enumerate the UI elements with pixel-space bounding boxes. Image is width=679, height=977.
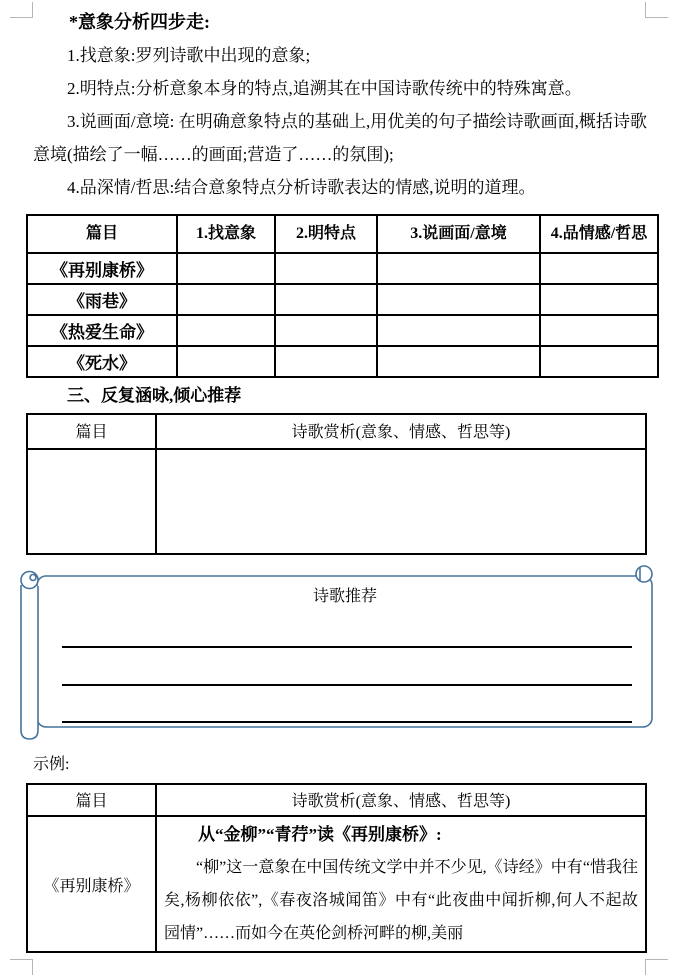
example-header-row [27, 784, 646, 816]
row-label-reaishengming: 《热爱生命》 [27, 315, 177, 346]
column-header-appreciation: 诗歌赏析(意象、情感、哲思等) [156, 414, 646, 449]
crop-mark-bottom-right [645, 959, 668, 975]
column-header-poem: 篇目 [27, 784, 156, 816]
crop-mark-bottom-left [10, 959, 33, 975]
example-table [26, 783, 647, 953]
column-header-appreciation: 诗歌赏析(意象、情感、哲思等) [156, 784, 646, 816]
scroll-banner [0, 563, 679, 748]
answer-cell[interactable] [177, 253, 275, 284]
analysis-header-row [27, 215, 658, 253]
answer-cell[interactable] [177, 315, 275, 346]
crop-mark-top-right [645, 2, 668, 18]
answer-cell[interactable] [275, 284, 377, 315]
crop-mark-top-left [10, 2, 33, 18]
answer-cell[interactable] [540, 284, 658, 315]
table-row [27, 315, 658, 346]
row-label-zaibiekangqiao: 《再别康桥》 [27, 253, 177, 284]
step-paragraph-3: 3.说画面/意境: 在明确意象特点的基础上,用优美的句子描绘诗歌画面,概括诗歌意境(描绘了一幅……的画面;营造了……的氛围); [33, 112, 647, 164]
example-content-body: “柳”这一意象在中国传统文学中并不少见,《诗经》中有“惜我往矣,杨柳依依”,《春夜洛城闻笛》中有“此夜曲中闻折柳,何人不起故园情”……而如今在英伦剑桥河畔的柳,美丽 [164, 859, 638, 942]
answer-cell[interactable] [540, 253, 658, 284]
table-row [27, 449, 646, 554]
answer-cell[interactable] [540, 315, 658, 346]
table-row [27, 253, 658, 284]
scroll-left-roll [21, 585, 38, 739]
scroll-title: 诗歌推荐 [312, 588, 377, 605]
page-title: *意象分析四步走: [69, 12, 210, 32]
answer-cell[interactable] [275, 315, 377, 346]
column-header-step4: 4.品情感/哲思 [540, 215, 658, 253]
example-label: 示例: [33, 756, 70, 773]
column-header-step1: 1.找意象 [177, 215, 275, 253]
answer-cell[interactable] [377, 315, 540, 346]
row-label-yuxiang: 《雨巷》 [27, 284, 177, 315]
example-content-cell [156, 816, 646, 952]
analysis-table [26, 214, 659, 378]
answer-cell[interactable] [377, 253, 540, 284]
example-poem-title: 《再别康桥》 [27, 816, 156, 952]
table-row [27, 816, 646, 952]
appreciation-header-row [27, 414, 646, 449]
answer-cell[interactable] [27, 449, 156, 554]
answer-cell[interactable] [177, 284, 275, 315]
column-header-poem: 篇目 [27, 215, 177, 253]
appreciation-table [26, 413, 647, 555]
blank-line[interactable] [62, 721, 632, 723]
answer-cell[interactable] [275, 253, 377, 284]
blank-line[interactable] [62, 646, 632, 648]
step-paragraph-2: 2.明特点:分析意象本身的特点,追溯其在中国诗歌传统中的特殊寓意。 [67, 79, 582, 98]
example-content-heading: 从“金柳”“青荇”读《再别康桥》: [198, 825, 442, 844]
column-header-step2: 2.明特点 [275, 215, 377, 253]
scroll-right-curl [636, 566, 652, 582]
step-paragraph-1: 1.找意象:罗列诗歌中出现的意象; [67, 46, 311, 65]
answer-cell[interactable] [377, 284, 540, 315]
section-heading: 三、反复涵咏,倾心推荐 [67, 386, 242, 405]
answer-cell[interactable] [156, 449, 646, 554]
blank-line[interactable] [62, 684, 632, 686]
table-row [27, 284, 658, 315]
answer-cell[interactable] [540, 346, 658, 377]
column-header-poem: 篇目 [27, 414, 156, 449]
answer-cell[interactable] [275, 346, 377, 377]
column-header-step3: 3.说画面/意境 [377, 215, 540, 253]
answer-cell[interactable] [377, 346, 540, 377]
table-row [27, 346, 658, 377]
row-label-sishui: 《死水》 [27, 346, 177, 377]
step-paragraph-4: 4.品深情/哲思:结合意象特点分析诗歌表达的情感,说明的道理。 [67, 178, 536, 197]
answer-cell[interactable] [177, 346, 275, 377]
intro-block [33, 6, 647, 204]
